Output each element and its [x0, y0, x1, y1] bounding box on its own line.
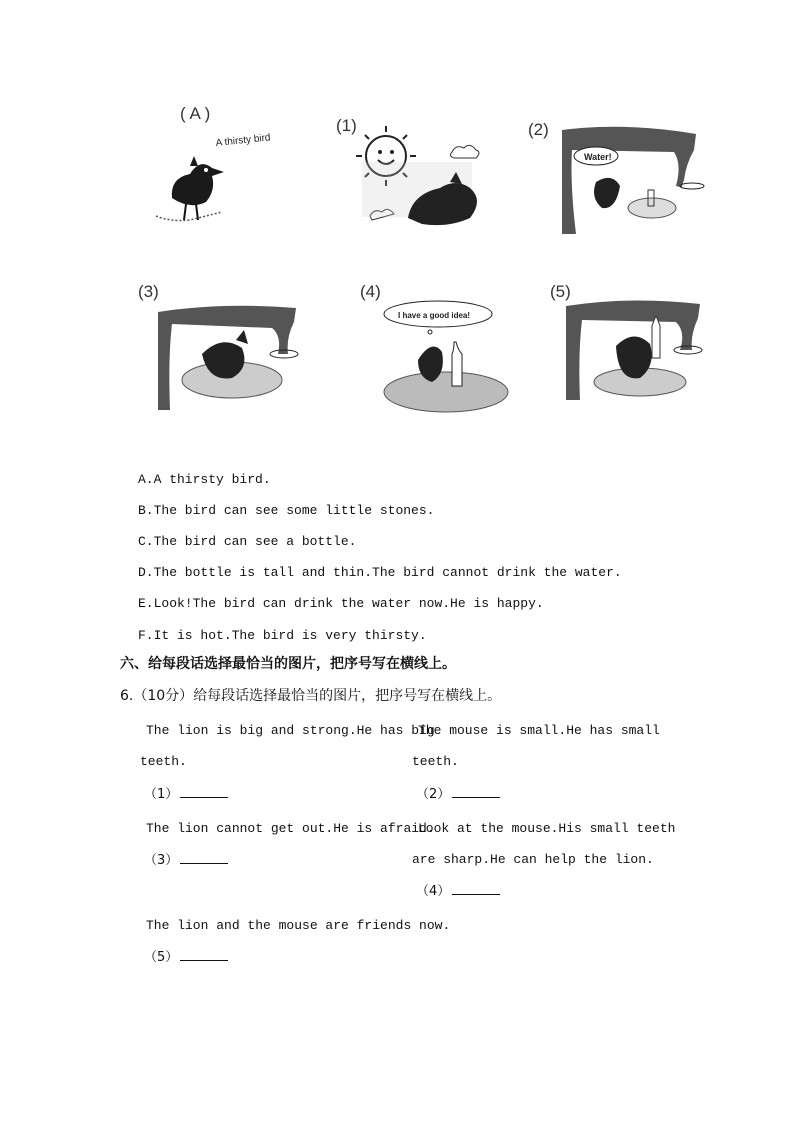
picture-2-water-bubble	[556, 124, 706, 239]
answer-2	[416, 783, 500, 802]
answer-4-blank[interactable]	[452, 882, 500, 895]
answer-1	[144, 783, 228, 802]
picture-4-bubble-text: I have a good idea!	[398, 311, 471, 320]
picture-4-label: (4)	[360, 282, 381, 301]
picture-a-label: ( A )	[180, 104, 211, 123]
picture-3-bird-and-bottle	[152, 298, 302, 413]
picture-4-good-idea	[380, 298, 520, 418]
passage-1-line1: The lion is big and strong.He has big	[146, 723, 435, 738]
question-score: （10分）	[133, 688, 194, 704]
answer-3-number: （3）	[144, 853, 179, 868]
answer-1-blank[interactable]	[180, 785, 228, 798]
passage-1-line2: teeth.	[140, 754, 187, 769]
answer-1-number: （1）	[144, 787, 179, 802]
picture-2-label: (2)	[528, 120, 549, 139]
picture-a-caption: A thirsty bird	[215, 132, 272, 149]
passage-4-line1: Look at the mouse.His small teeth	[418, 821, 676, 836]
option-e: E.Look!The bird can drink the water now.He is happy.	[138, 596, 544, 611]
option-d: D.The bottle is tall and thin.The bird cannot drink the water.	[138, 565, 622, 580]
answer-3-blank[interactable]	[180, 851, 228, 864]
section-heading: 六、给每段话选择最恰当的图片，把序号写在横线上。	[120, 656, 456, 672]
picture-1-label: (1)	[336, 116, 357, 135]
option-c: C.The bird can see a bottle.	[138, 534, 357, 549]
passage-2-line1: The mouse is small.He has small	[418, 723, 660, 738]
answer-4	[416, 880, 500, 899]
option-b: B.The bird can see some little stones.	[138, 503, 435, 518]
picture-2-bubble-text: Water!	[584, 152, 612, 162]
picture-a-thirsty-bird	[150, 130, 280, 230]
option-a: A.A thirsty bird.	[138, 472, 271, 487]
question-6	[120, 685, 501, 705]
picture-3-label: (3)	[138, 282, 159, 301]
picture-1-hot-sun	[352, 122, 492, 232]
passage-4-line2: are sharp.He can help the lion.	[412, 852, 654, 867]
picture-5-label: (5)	[550, 282, 571, 301]
answer-5	[144, 946, 228, 965]
question-text: 给每段话选择最恰当的图片，把序号写在横线上。	[193, 688, 502, 704]
passage-3-line1: The lion cannot get out.He is afraid.	[146, 821, 435, 836]
answer-4-number: （4）	[416, 884, 451, 899]
answer-2-blank[interactable]	[452, 785, 500, 798]
answer-5-blank[interactable]	[180, 948, 228, 961]
answer-5-number: （5）	[144, 950, 179, 965]
answer-2-number: （2）	[416, 787, 451, 802]
option-f: F.It is hot.The bird is very thirsty.	[138, 628, 427, 643]
picture-5-happy-bird	[560, 296, 706, 408]
question-number: 6.	[120, 688, 134, 704]
passage-2-line2: teeth.	[412, 754, 459, 769]
passage-5-line1: The lion and the mouse are friends now.	[146, 918, 451, 933]
answer-3	[144, 849, 228, 868]
